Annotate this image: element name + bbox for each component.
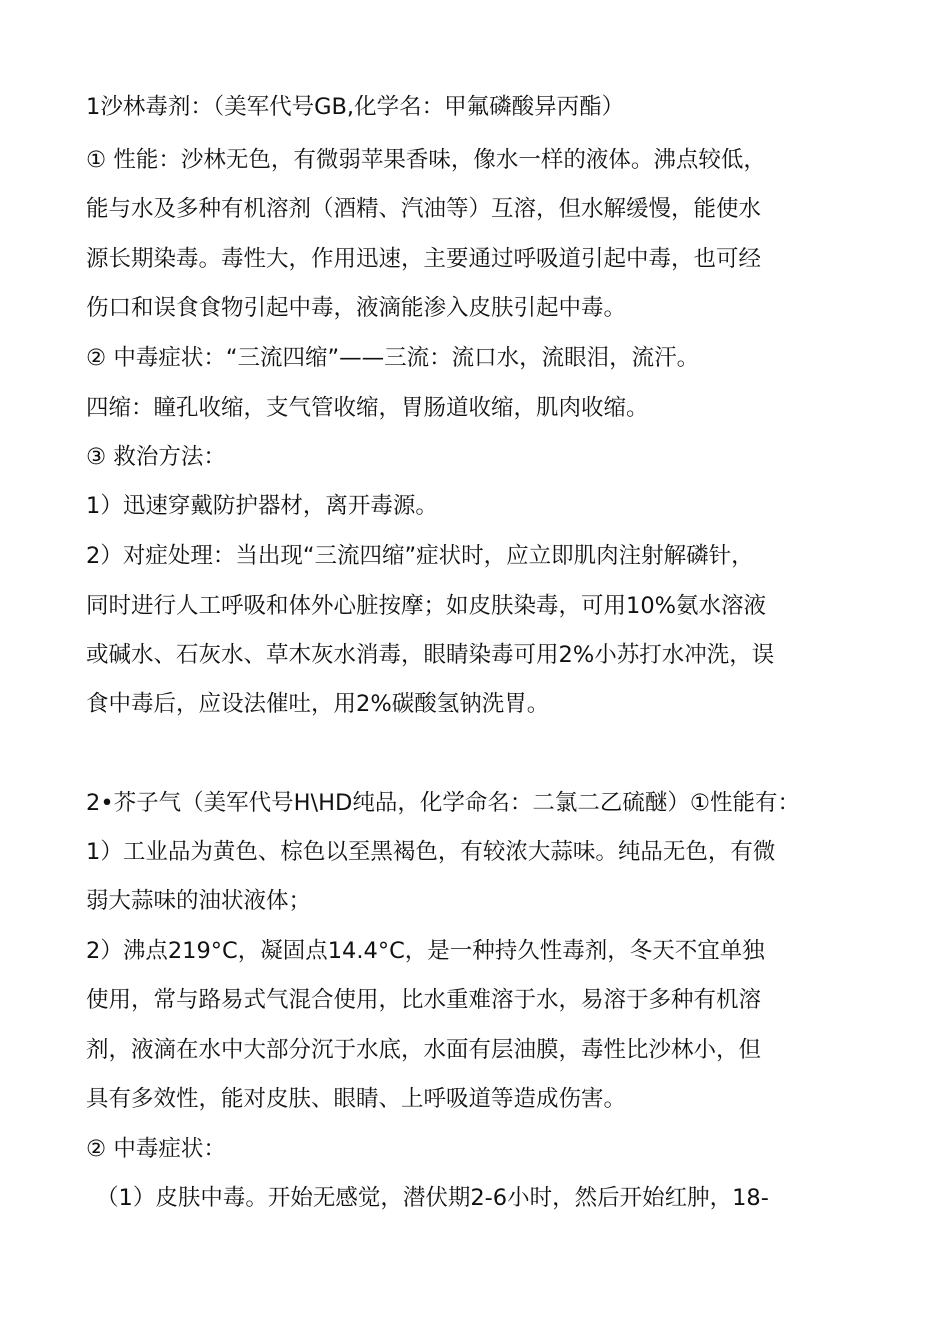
mustard-properties-line-1: 1）工业品为黄色、棕色以至黑褐色，有较浓大蒜味。纯品无色，有微	[86, 839, 776, 865]
sarin-treatment-line-5: 食中毒后，应设法催吐，用2%碳酸氢钠洗胃。	[86, 691, 550, 717]
sarin-properties-line-3: 源长期染毒。毒性大，作用迅速，主要通过呼吸道引起中毒，也可经	[86, 246, 762, 272]
sarin-properties-line-1: ① 性能：沙林无色，有微弱苹果香味，像水一样的液体。沸点较低，	[86, 147, 766, 173]
sarin-treatment-line-2: 2）对症处理：当出现“三流四缩”症状时，应立即肌肉注射解磷针，	[86, 543, 754, 569]
mustard-properties-line-5: 剂，液滴在水中大部分沉于水底，水面有层油膜，毒性比沙林小，但	[86, 1037, 762, 1063]
sarin-properties-line-2: 能与水及多种有机溶剂（酒精、汽油等）互溶，但水解缓慢，能使水	[86, 196, 762, 222]
sarin-treatment-line-1: 1）迅速穿戴防护器材，离开毒源。	[86, 493, 438, 519]
mustard-symptoms-heading: ② 中毒症状：	[86, 1136, 226, 1162]
sarin-treatment-line-3: 同时进行人工呼吸和体外心脏按摩；如皮肤染毒，可用10%氨水溶液	[86, 593, 767, 619]
mustard-properties-line-6: 具有多效性，能对皮肤、眼睛、上呼吸道等造成伤害。	[86, 1086, 627, 1112]
section-1-title: 1沙林毒剂：（美军代号GB,化学名：甲氟磷酸异丙酯）	[86, 94, 625, 120]
sarin-symptoms-line-2: 四缩：瞳孔收缩，支气管收缩，胃肠道收缩，肌肉收缩。	[86, 395, 649, 421]
sarin-treatment-heading: ③ 救治方法：	[86, 444, 226, 470]
sarin-treatment-line-4: 或碱水、石灰水、草木灰水消毒，眼睛染毒可用2%小苏打水冲洗，误	[86, 642, 775, 668]
mustard-properties-line-2: 弱大蒜味的油状液体；	[86, 888, 312, 914]
mustard-properties-line-3: 2）沸点219°C，凝固点14.4°C，是一种持久性毒剂，冬天不宜单独	[86, 938, 765, 964]
sarin-properties-line-4: 伤口和误食食物引起中毒，液滴能渗入皮肤引起中毒。	[86, 295, 627, 321]
sarin-symptoms-line-1: ② 中毒症状：“三流四缩”——三流：流口水，流眼泪，流汗。	[86, 345, 700, 371]
mustard-symptoms-line-1: （1）皮肤中毒。开始无感觉，潜伏期2-6小时，然后开始红肿，18-	[96, 1185, 769, 1211]
section-2-title: 2•芥子气（美军代号H\HD纯品，化学命名：二氯二乙硫醚）①性能有：	[86, 790, 801, 816]
mustard-properties-line-4: 使用，常与路易式气混合使用，比水重难溶于水，易溶于多种有机溶	[86, 987, 762, 1013]
